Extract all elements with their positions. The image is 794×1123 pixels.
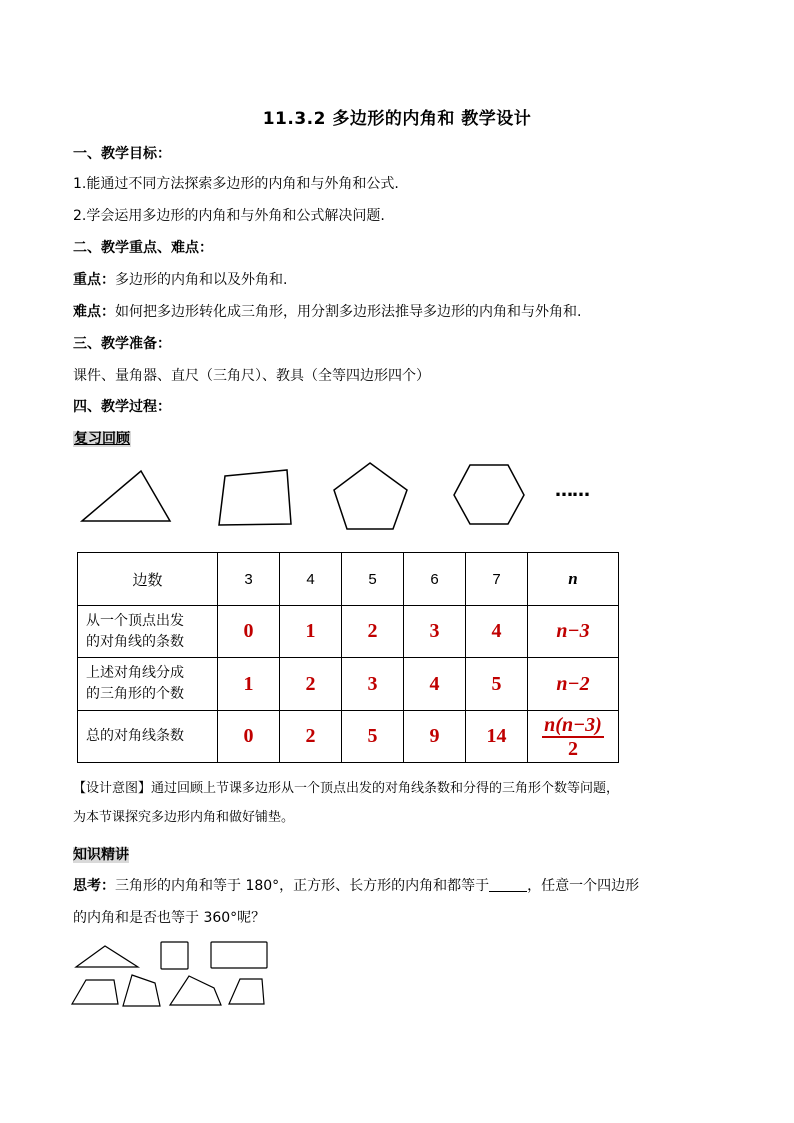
formula-cell — [528, 711, 619, 763]
answer-cell: 3 — [342, 658, 404, 711]
row-label: 上述对角线分成 的三角形的个数 — [78, 658, 218, 711]
design-intent-line-1: 【设计意图】通过回顾上节课多边形从一个顶点出发的对角线条数和分得的三角形个数等问题， — [73, 781, 620, 796]
answer-cell: 0 — [218, 606, 280, 658]
answer-cell: 14 — [466, 711, 528, 763]
small-square-shape — [161, 942, 188, 969]
answer-cell: 2 — [342, 606, 404, 658]
header-cell-n: n — [528, 553, 619, 606]
header-cell: 4 — [280, 553, 342, 606]
knowledge-heading-line — [73, 845, 129, 865]
preparation-text: 课件、量角器、直尺（三角尺）、教具（全等四边形四个） — [73, 368, 430, 384]
hexagon-shape — [454, 465, 524, 524]
small-quad-shape-2 — [123, 975, 160, 1006]
small-rectangle-shape — [211, 942, 267, 968]
header-cell: 7 — [466, 553, 528, 606]
row-label: 从一个顶点出发 的对角线的条数 — [78, 606, 218, 658]
think-line-1 — [73, 876, 639, 896]
answer-cell: 4 — [404, 658, 466, 711]
quadrilateral-shape — [219, 470, 291, 525]
answer-cell: 5 — [342, 711, 404, 763]
knowledge-heading: 知识精讲 — [73, 847, 129, 863]
fraction — [542, 714, 604, 760]
fraction-denominator: 2 — [568, 737, 578, 760]
answer-cell: 0 — [218, 711, 280, 763]
table-row — [78, 711, 619, 763]
small-quad-shape-3 — [170, 976, 221, 1005]
goal-item-2: 2.学会运用多边形的内角和与外角和公式解决问题. — [73, 208, 385, 224]
section-heading-process: 四、教学过程： — [73, 399, 171, 415]
answer-cell: 1 — [280, 606, 342, 658]
think-text-a: 三角形的内角和等于 180°，正方形、长方形的内角和都等于 — [115, 878, 490, 894]
think-text-b: ，任意一个四边形 — [527, 878, 640, 894]
header-cell: 3 — [218, 553, 280, 606]
goal-item-1: 1.能通过不同方法探索多边形的内角和与外角和公式. — [73, 176, 399, 192]
ellipsis-text: …… — [555, 480, 589, 501]
answer-cell: 2 — [280, 711, 342, 763]
review-heading: 复习回顾 — [74, 431, 130, 447]
polygon-diagonal-table — [77, 552, 619, 763]
key-point-label: 重点： — [73, 272, 115, 288]
header-cell: 5 — [342, 553, 404, 606]
section-heading-goals: 一、教学目标： — [73, 146, 171, 162]
row-label: 总的对角线条数 — [78, 711, 218, 763]
difficulty-label: 难点： — [73, 304, 115, 320]
table-header-row — [78, 553, 619, 606]
section-heading-key-points: 二、教学重点、难点： — [73, 240, 213, 256]
think-label: 思考： — [73, 878, 115, 894]
answer-cell: 9 — [404, 711, 466, 763]
document-title: 11.3.2 多边形的内角和 教学设计 — [262, 109, 532, 129]
section-heading-preparation: 三、教学准备： — [73, 336, 171, 352]
answer-cell: 3 — [404, 606, 466, 658]
difficulty-text: 如何把多边形转化成三角形，用分割多边形法推导多边形的内角和与外角和. — [115, 304, 582, 320]
small-trapezoid-shape — [229, 979, 264, 1004]
design-intent-line-2: 为本节课探究多边形内角和做好铺垫。 — [73, 810, 295, 825]
pentagon-shape — [334, 463, 407, 529]
fraction-numerator: n(n−3) — [544, 713, 602, 736]
small-quad-shape-1 — [72, 980, 118, 1004]
key-point-text: 多边形的内角和以及外角和. — [115, 272, 288, 288]
header-cell-sides: 边数 — [78, 553, 218, 606]
formula-cell: n−3 — [528, 606, 619, 658]
triangle-shape — [82, 471, 170, 521]
answer-cell: 1 — [218, 658, 280, 711]
header-cell: 6 — [404, 553, 466, 606]
table-row — [78, 606, 619, 658]
answer-blank — [489, 877, 527, 892]
small-triangle-shape — [76, 946, 138, 967]
answer-cell: 5 — [466, 658, 528, 711]
table-row — [78, 658, 619, 711]
think-line-2: 的内角和是否也等于 360°呢？ — [73, 910, 266, 926]
answer-cell: 2 — [280, 658, 342, 711]
answer-cell: 4 — [466, 606, 528, 658]
formula-cell: n−2 — [528, 658, 619, 711]
